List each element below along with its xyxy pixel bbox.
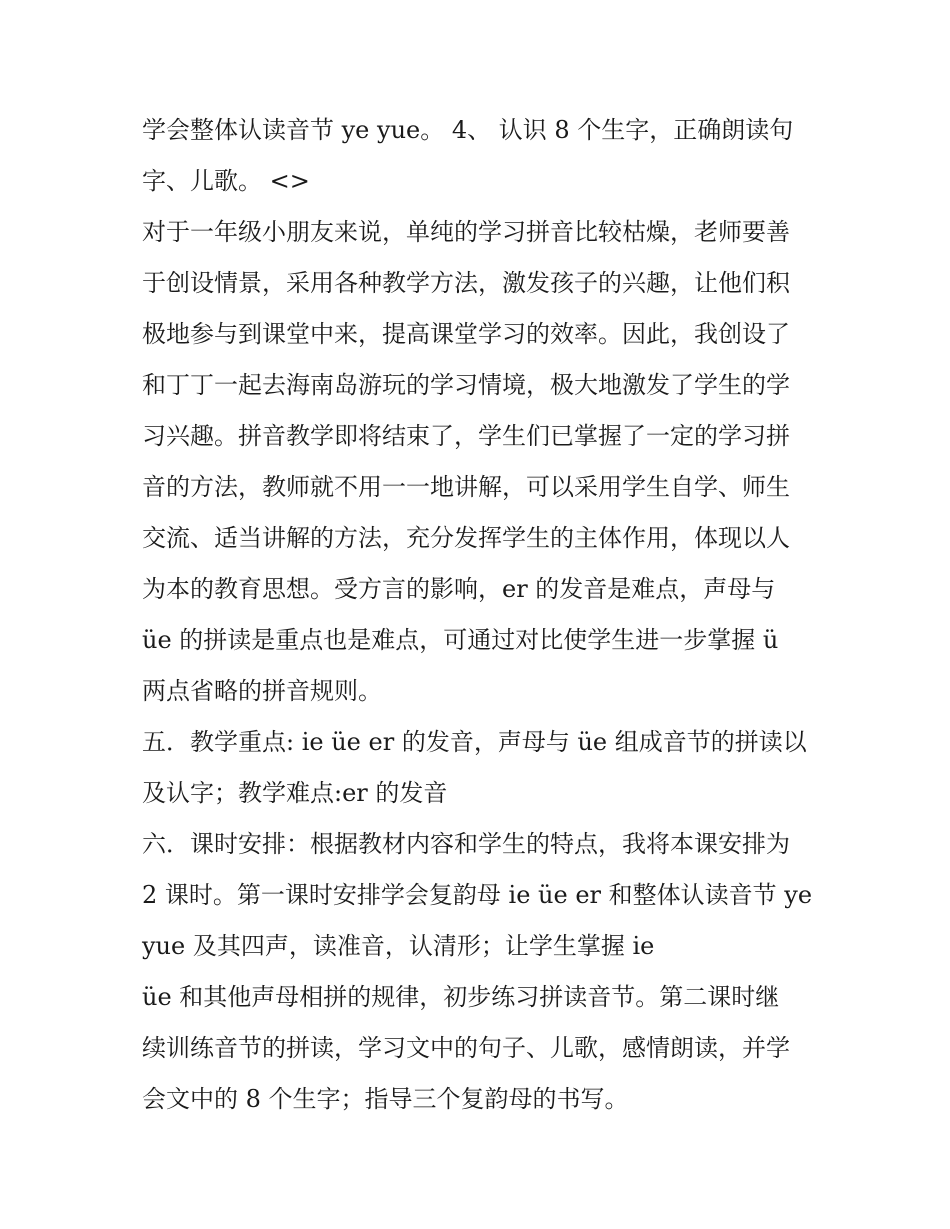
text-line: üe 的拼读是重点也是难点，可通过对比使学生进一步掌握 ü [142, 626, 779, 654]
text-line: 极地参与到课堂中来，提高课堂学习的效率。因此，我创设了 [142, 320, 790, 348]
text-line: 为本的教育思想。受方言的影响，er 的发音是难点，声母与 [142, 575, 776, 603]
text-line: 六．课时安排：根据教材内容和学生的特点，我将本课安排为 [142, 830, 790, 858]
text-line: 字、儿歌。 <> [142, 167, 310, 195]
text-line: 音的方法，教师就不用一一地讲解，可以采用学生自学、师生 [142, 473, 790, 501]
text-line: 和丁丁一起去海南岛游玩的学习情境，极大地激发了学生的学 [142, 371, 790, 399]
text-line: üe 和其他声母相拼的规律，初步练习拼读音节。第二课时继 [142, 983, 780, 1011]
text-line: yue 及其四声，读准音，认清形；让学生掌握 ie [142, 932, 655, 960]
text-line: 会文中的 8 个生字；指导三个复韵母的书写。 [142, 1085, 629, 1113]
text-line: 及认字；教学难点:er 的发音 [142, 779, 448, 807]
text-line: 交流、适当讲解的方法，充分发挥学生的主体作用，体现以人 [142, 524, 790, 552]
text-line: 对于一年级小朋友来说，单纯的学习拼音比较枯燥，老师要善 [142, 218, 790, 246]
text-line: 续训练音节的拼读，学习文中的句子、儿歌，感情朗读，并学 [142, 1034, 790, 1062]
text-line: 于创设情景，采用各种教学方法，激发孩子的兴趣，让他们积 [142, 269, 790, 297]
text-line: 2 课时。第一课时安排学会复韵母 ie üe er 和整体认读音节 ye [142, 881, 813, 909]
text-line: 五．教学重点: ie üe er 的发音，声母与 üe 组成音节的拼读以 [142, 728, 807, 756]
text-line: 学会整体认读音节 ye yue。 4、 认识 8 个生字，正确朗读句 [142, 116, 794, 144]
text-line: 两点省略的拼音规则。 [142, 677, 382, 705]
document-body [142, 105, 822, 1125]
text-line: 习兴趣。拼音教学即将结束了，学生们已掌握了一定的学习拼 [142, 422, 790, 450]
